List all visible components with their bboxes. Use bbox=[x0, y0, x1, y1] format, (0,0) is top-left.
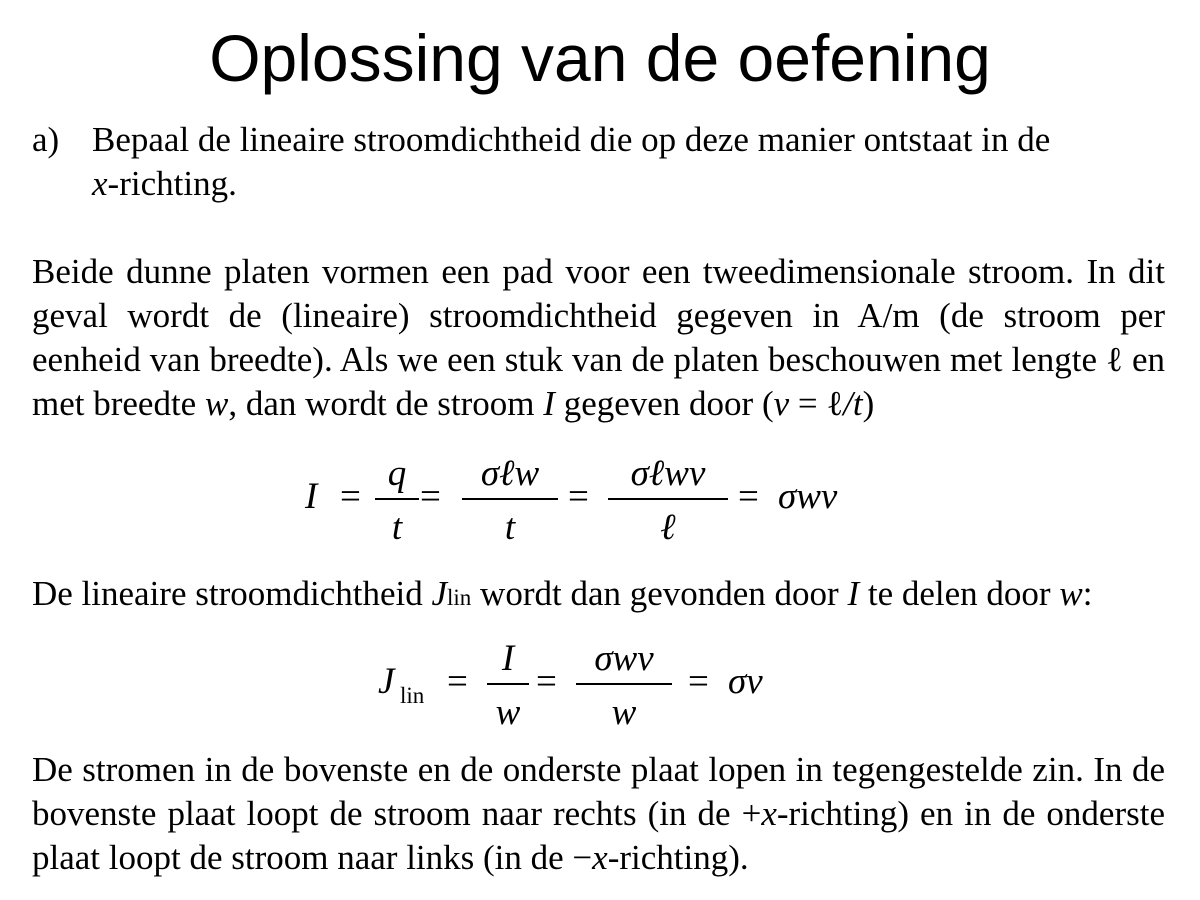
eq1-frac2-num: σℓw bbox=[480, 453, 540, 494]
question-text: Bepaal de lineaire stroomdichtheid die op deze manier ontstaat in de x-richting. bbox=[92, 120, 1051, 203]
question-label: a) bbox=[32, 120, 60, 159]
eq2-frac2-num: σwv bbox=[594, 638, 654, 679]
eq1-frac3-den: ℓ bbox=[660, 507, 676, 548]
eq1-equals-3: = bbox=[568, 476, 589, 517]
eq2-frac1-bar bbox=[487, 683, 529, 685]
eq2-frac1-num: I bbox=[501, 638, 515, 679]
eq1-frac3-bar bbox=[608, 498, 728, 500]
eq1-lhs: I bbox=[305, 476, 318, 517]
eq2-equals-3: = bbox=[688, 661, 709, 702]
eq1-rhs: σwv bbox=[778, 476, 838, 517]
paragraph-1: Beide dunne platen vormen een pad voor een tweedimensionale stroom. In dit geval wordt de (lineaire) stroomdichtheid gegeven in A/m (de stroom per eenheid van breedte). Als we een stuk van de platen beschouwen met lengte ℓ en met breedte w, dan wordt de stroom I gegeven door (v = ℓ/t) bbox=[32, 252, 1165, 423]
eq1-frac2-bar bbox=[462, 498, 558, 500]
eq2-equals: = bbox=[447, 661, 468, 702]
eq1-frac2-den: t bbox=[504, 507, 516, 548]
eq2-frac2-den: w bbox=[611, 692, 637, 733]
eq1-frac1-num: q bbox=[387, 453, 407, 494]
eq1-frac3-num: σℓwv bbox=[630, 453, 706, 494]
equation-linear-density bbox=[0, 635, 1200, 735]
eq1-equals-2: = bbox=[420, 476, 441, 517]
slide-title: Oplossing van de oefening bbox=[209, 21, 991, 95]
eq2-rhs: σv bbox=[728, 661, 763, 702]
question-a bbox=[32, 118, 1165, 206]
paragraph-3: De stromen in de bovenste en de onderste plaat lopen in tegengestelde zin. In de bovenste plaat loopt de stroom naar rechts (in de +x-richting) en in de onderste plaat loopt de stroom naar links (in de −x-richting). bbox=[32, 750, 1165, 877]
eq1-equals: = bbox=[340, 476, 361, 517]
eq2-lhs: J bbox=[378, 661, 395, 702]
eq2-equals-2: = bbox=[536, 661, 557, 702]
eq1-equals-4: = bbox=[738, 476, 759, 517]
eq2-frac2-bar bbox=[576, 683, 672, 685]
eq1-frac1-den: t bbox=[391, 507, 403, 548]
eq2-frac1-den: w bbox=[495, 692, 521, 733]
paragraph-2: De lineaire stroomdichtheid Jlin wordt dan gevonden door I te delen door w: bbox=[32, 574, 1093, 613]
equation-current bbox=[0, 450, 1200, 560]
eq1-frac1-bar bbox=[375, 498, 419, 500]
eq2-lhs-sub: lin bbox=[400, 683, 425, 708]
